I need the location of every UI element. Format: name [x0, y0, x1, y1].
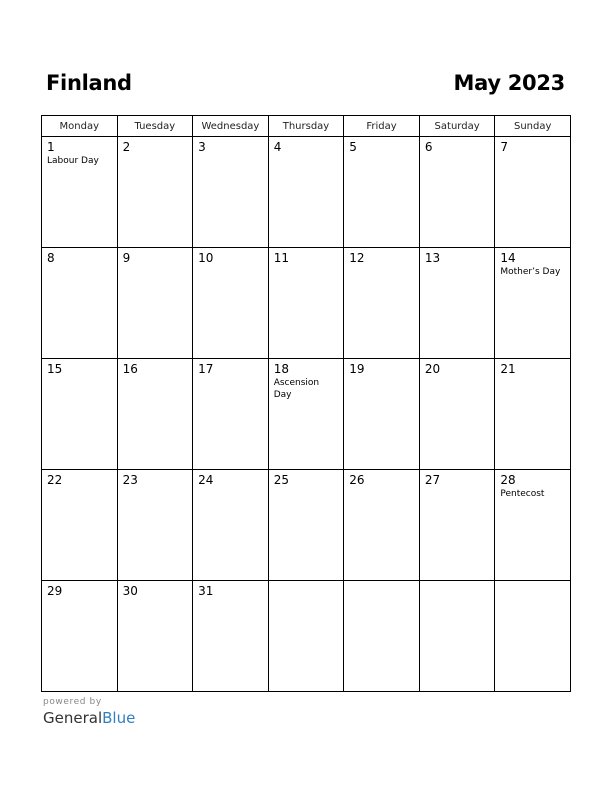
day-cell: [117, 359, 193, 470]
day-number: 28: [500, 473, 516, 487]
day-number: 9: [122, 251, 131, 265]
week-row: [42, 470, 571, 581]
day-number: 19: [349, 362, 365, 376]
day-number: 8: [47, 251, 55, 265]
day-number: 12: [349, 251, 365, 265]
week-row: [42, 248, 571, 359]
footer-branding: [43, 697, 135, 728]
day-number: 10: [198, 251, 214, 265]
day-cell: [117, 137, 193, 248]
weekday-header: Monday: [42, 116, 118, 137]
day-cell: [42, 248, 118, 359]
weekday-header: Wednesday: [193, 116, 269, 137]
empty-day-cell: [495, 581, 571, 692]
day-number: 17: [198, 362, 214, 376]
calendar-grid: [41, 115, 571, 692]
day-cell: [268, 359, 344, 470]
day-number: 13: [424, 251, 441, 265]
weekday-header-row: [42, 116, 571, 137]
day-cell: [495, 359, 571, 470]
day-cell: [344, 359, 420, 470]
weekday-header: Sunday: [495, 116, 571, 137]
day-cell: [495, 470, 571, 581]
weekday-header: Thursday: [268, 116, 344, 137]
brand-name-general: General: [43, 709, 103, 727]
day-number: 18: [273, 362, 289, 376]
day-number: 3: [198, 140, 206, 154]
holiday-label: Ascension Day: [273, 378, 320, 400]
weekday-header: Friday: [344, 116, 420, 137]
day-cell: [495, 137, 571, 248]
day-number: 6: [424, 140, 433, 154]
holiday-label: Labour Day: [47, 156, 99, 166]
day-number: 1: [47, 140, 55, 154]
day-number: 22: [47, 473, 63, 487]
day-number: 4: [273, 140, 282, 154]
day-number: 15: [47, 362, 63, 376]
day-number: 11: [273, 251, 289, 265]
empty-day-cell: [268, 581, 344, 692]
day-cell: [193, 359, 269, 470]
day-cell: [419, 470, 495, 581]
powered-by-text: powered by: [43, 697, 102, 707]
week-row: [42, 137, 571, 248]
day-cell: [495, 248, 571, 359]
day-cell: [344, 248, 420, 359]
day-cell: [193, 137, 269, 248]
day-cell: [268, 137, 344, 248]
day-number: 24: [198, 473, 214, 487]
day-number: 30: [122, 584, 138, 598]
day-number: 5: [349, 140, 357, 154]
day-cell: [117, 470, 193, 581]
day-cell: [344, 470, 420, 581]
day-cell: [419, 248, 495, 359]
day-number: 14: [500, 251, 516, 265]
empty-day-cell: [419, 581, 495, 692]
day-cell: [42, 137, 118, 248]
holiday-label: Mother’s Day: [500, 267, 561, 277]
day-number: 29: [47, 584, 63, 598]
brand-logo: [43, 708, 135, 728]
day-number: 20: [424, 362, 441, 376]
day-cell: [117, 581, 193, 692]
day-number: 23: [122, 473, 138, 487]
day-cell: [42, 581, 118, 692]
day-number: 31: [198, 584, 214, 598]
empty-day-cell: [344, 581, 420, 692]
day-cell: [344, 137, 420, 248]
holiday-label: Pentecost: [500, 489, 545, 499]
month-year-title: May 2023: [453, 71, 565, 95]
day-cell: [268, 470, 344, 581]
weekday-header: Saturday: [419, 116, 495, 137]
day-number: 26: [349, 473, 365, 487]
day-number: 27: [424, 473, 441, 487]
day-cell: [268, 248, 344, 359]
week-row: [42, 359, 571, 470]
day-number: 25: [273, 473, 289, 487]
day-number: 2: [122, 140, 131, 154]
week-row: [42, 581, 571, 692]
day-cell: [419, 359, 495, 470]
day-number: 16: [122, 362, 138, 376]
day-cell: [193, 248, 269, 359]
country-title: Finland: [46, 71, 132, 95]
day-cell: [419, 137, 495, 248]
day-cell: [193, 470, 269, 581]
day-cell: [42, 470, 118, 581]
day-cell: [193, 581, 269, 692]
day-cell: [42, 359, 118, 470]
brand-name-blue: Blue: [102, 709, 136, 727]
day-number: 7: [500, 140, 509, 154]
weekday-header: Tuesday: [117, 116, 193, 137]
day-cell: [117, 248, 193, 359]
day-number: 21: [500, 362, 516, 376]
